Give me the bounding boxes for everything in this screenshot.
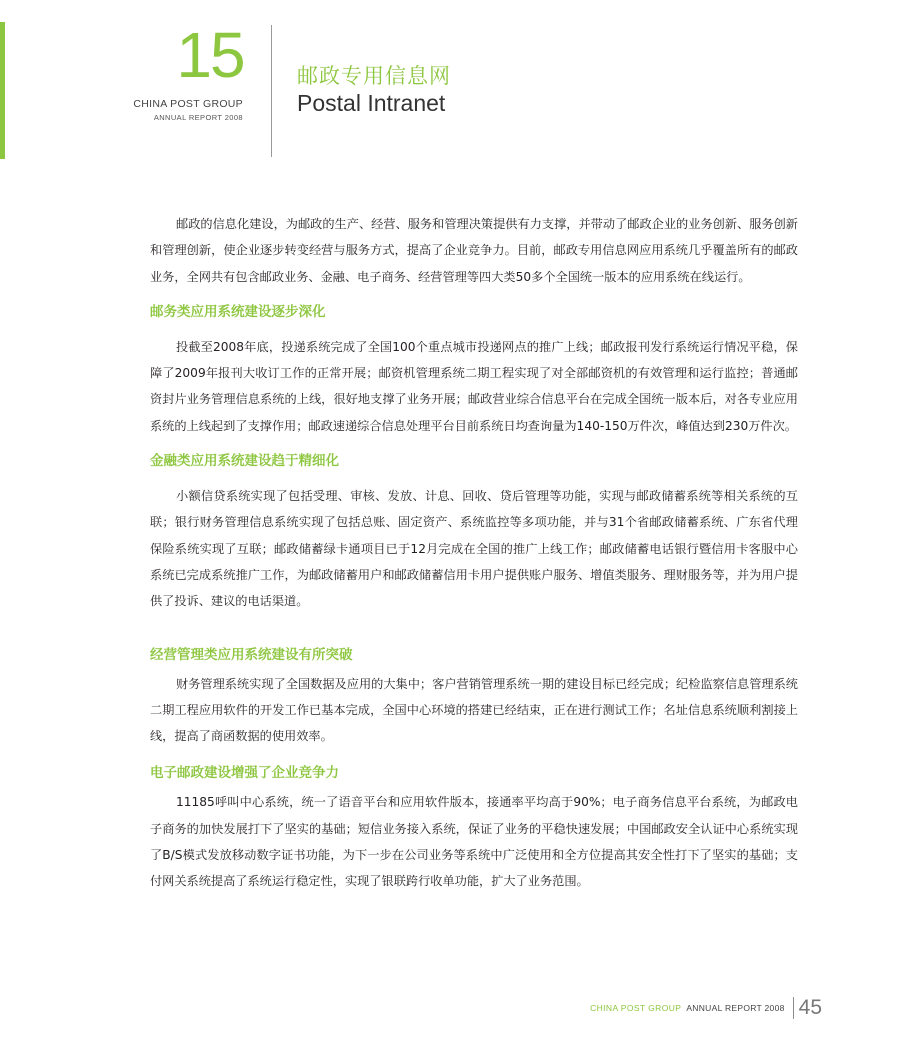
section-heading-postal-apps: 邮务类应用系统建设逐步深化 (150, 303, 326, 320)
page-number: 45 (798, 996, 822, 1019)
article-body (150, 211, 798, 895)
intro-paragraph: 邮政的信息化建设，为邮政的生产、经营、服务和管理决策提供有力支撑，并带动了邮政企业的业务创新、服务创新和管理创新，使企业逐步转变经营与服务方式，提高了企业竞争力。目前，邮政专用信息网应用系统几乎覆盖所有的邮政业务，全网共有包含邮政业务、金融、电子商务、经营管理等四大类50多个全国统一版本的应用系统在线运行。 (150, 217, 798, 284)
header-divider (271, 25, 272, 157)
footer-report-title: ANNUAL REPORT 2008 (686, 1003, 785, 1013)
section-paragraph-e-post: 11185呼叫中心系统，统一了语音平台和应用软件版本，接通率平均高于90%；电子商务信息平台系统，为邮政电子商务的加快发展打下了坚实的基础；短信业务接入系统，保证了业务的平稳快速发展；中国邮政安全认证中心系统实现了B/S模式发放移动数字证书功能，为下一步在公司业务等系统中广泛使用和全方位提高其安全性打下了坚实的基础；支付网关系统提高了系统运行稳定性，实现了银联跨行收单功能，扩大了业务范围。 (150, 795, 798, 889)
section-heading-management-apps: 经营管理类应用系统建设有所突破 (150, 646, 353, 663)
footer-company-name: CHINA POST GROUP (590, 1003, 682, 1013)
section-heading-finance-apps: 金融类应用系统建设趋于精细化 (150, 453, 339, 470)
section-paragraph-postal-apps: 投截至2008年底，投递系统完成了全国100个重点城市投递网点的推广上线；邮政报刊发行系统运行情况平稳，保障了2009年报刊大收订工作的正常开展；邮资机管理系统二期工程实现了对全部邮资机的有效管理和运行监控；普通邮资封片业务管理信息系统的上线，很好地支撑了业务开展；邮政营业综合信息平台在完成全国统一版本后，对各专业应用系统的上线起到了支撑作用；邮政速递综合信息处理平台目前系统日均查询量为140-150万件次，峰值达到230万件次。 (150, 339, 798, 433)
page-title-english: Postal Intranet (297, 90, 446, 116)
chapter-number: 15 (176, 19, 244, 91)
left-accent-bar (0, 22, 5, 159)
section-paragraph-finance-apps: 小额信贷系统实现了包括受理、审核、发放、计息、回收、贷后管理等功能，实现与邮政储蓄系统等相关系统的互联；银行财务管理信息系统实现了包括总账、固定资产、系统监控等多项功能，并与31个省邮政储蓄系统、广东省代理保险系统实现了互联；邮政储蓄绿卡通项目已于12月完成在全国的推广上线工作；邮政储蓄电话银行暨信用卡客服中心系统已完成系统推广工作，为邮政储蓄用户和邮政储蓄信用卡用户提供账户服务、增值类服务、理财服务等，并为用户提供了投诉、建议的电话渠道。 (150, 489, 798, 609)
page-title-chinese: 邮政专用信息网 (297, 64, 451, 88)
header-company-name: CHINA POST GROUP (133, 98, 243, 110)
section-heading-e-post: 电子邮政建设增强了企业竞争力 (150, 765, 339, 782)
footer-divider (793, 997, 794, 1019)
section-paragraph-management-apps: 财务管理系统实现了全国数据及应用的大集中；客户营销管理系统一期的建设目标已经完成；纪检监察信息管理系统二期工程应用软件的开发工作已基本完成，全国中心环境的搭建已经结束，正在进行测试工作；名址信息系统顺利割接上线，提高了商函数据的使用效率。 (150, 676, 798, 744)
page-footer (590, 996, 822, 1020)
header-report-year: ANNUAL REPORT 2008 (153, 113, 243, 122)
